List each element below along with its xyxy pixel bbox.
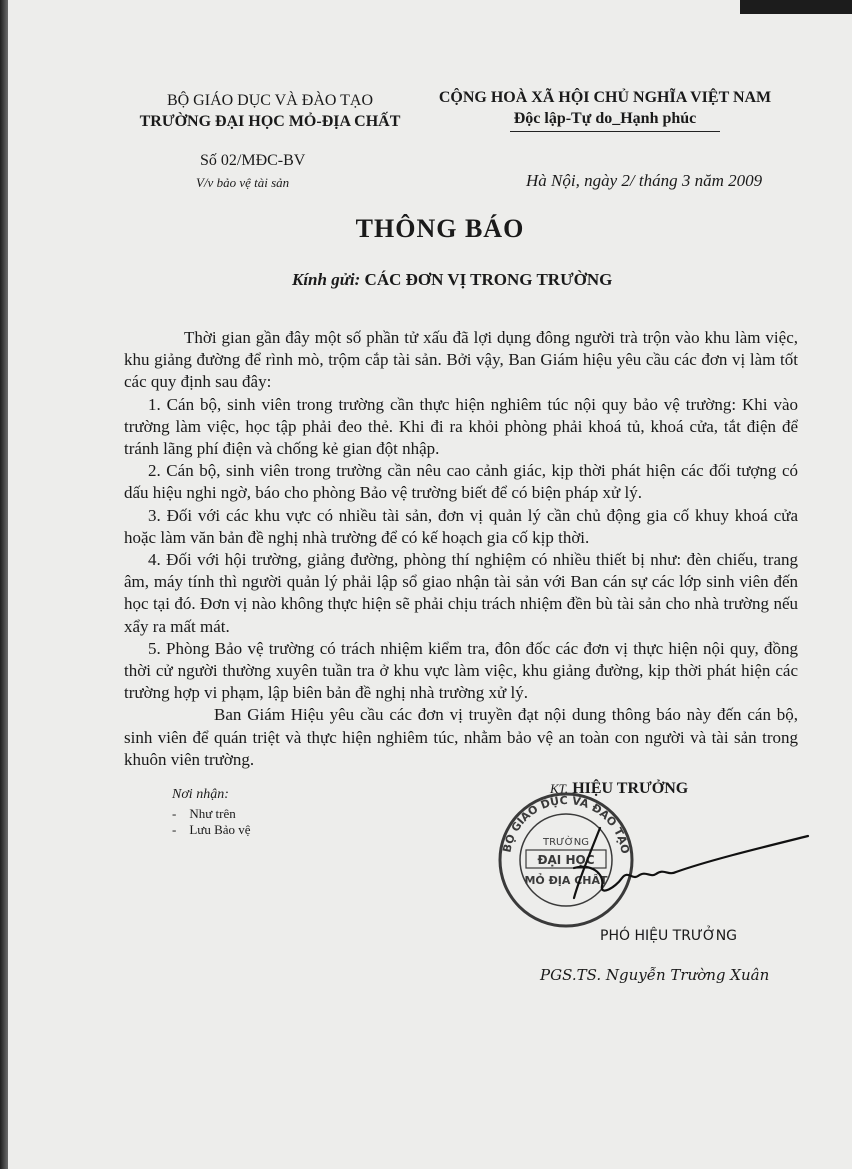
ministry-name: BỘ GIÁO DỤC VÀ ĐÀO TẠO	[166, 92, 374, 109]
body-item-5: 5. Phòng Bảo vệ trường có trách nhiệm kiểm tra, đôn đốc các đơn vị thực hiện nội quy, đồng thời cử người thường xuyên tuần tra ở khu vực làm việc, khu giảng đường, kịp thời phát hiện các trường hợp vi phạm, lập biên bản đề nghị nhà trường xử lý.	[124, 638, 798, 703]
document-body	[124, 327, 798, 771]
addressee-value: CÁC ĐƠN VỊ TRONG TRƯỜNG	[364, 270, 613, 289]
signature-role-text: HIỆU TRƯỞNG	[572, 780, 689, 797]
recipient-item-text: Như trên	[189, 806, 236, 821]
country-name: CỘNG HOÀ XÃ HỘI CHỦ NGHĨA VIỆT NAM	[438, 89, 772, 106]
recipient-item: - Lưu Bảo vệ	[172, 822, 251, 837]
scan-top-strip	[740, 0, 852, 14]
document-number: Số 02/MĐC-BV	[200, 152, 306, 169]
body-item-2: 2. Cán bộ, sinh viên trong trường cần nêu cao cảnh giác, kịp thời phát hiện các đối tượng có dấu hiệu nghi ngờ, báo cho phòng Bảo vệ trường biết để có biện pháp xử lý.	[124, 461, 798, 503]
stamp-outer-text: BỘ GIÁO DỤC VÀ ĐÀO TẠO	[500, 793, 632, 855]
document-subject: V/v bảo vệ tài sản	[196, 175, 290, 190]
body-intro: Thời gian gần đây một số phần tử xấu đã lợi dụng đông người trà trộn vào khu làm việc, khu giảng đường để rình mò, trộm cắp tài sản. Bởi vậy, Ban Giám hiệu yêu cầu các đơn vị làm tốt các quy định sau đây:	[124, 328, 798, 392]
issue-date: Hà Nội, ngày 2/ tháng 3 năm 2009	[526, 171, 763, 190]
recipient-item-text: Lưu Bảo vệ	[189, 822, 251, 837]
motto-underline	[510, 131, 720, 132]
recipients-label: Nơi nhận:	[172, 787, 229, 802]
stamp-line-1: TRƯỜNG	[543, 837, 589, 848]
addressee	[292, 270, 612, 290]
recipient-item: - Như trên	[172, 806, 236, 821]
national-motto: Độc lập-Tự do_Hạnh phúc	[513, 110, 697, 127]
body-item-4: 4. Đối với hội trường, giảng đường, phòng thí nghiệm có nhiều thiết bị như: đèn chiếu, trang âm, máy tính thì người quản lý phải lập sổ giao nhận tài sản với Ban cán sự các lớp sinh viên đến học tại đó. Đơn vị nào không thực hiện sẽ phải chịu trách nhiệm đền bù tài sản cho nhà trường nếu xẩy ra mất mát.	[124, 550, 798, 636]
stamp-line-2: ĐẠI HỌC	[537, 853, 595, 867]
body-closing: Ban Giám Hiệu yêu cầu các đơn vị truyền đạt nội dung thông báo này đến cán bộ, sinh viên để quán triệt và thực hiện nghiêm túc, nhằm bảo vệ an toàn con người và tài sản trong khuôn viên trường.	[124, 705, 798, 769]
scan-left-edge	[0, 0, 8, 1169]
addressee-label: Kính gửi:	[292, 270, 361, 289]
document-title: THÔNG BÁO	[355, 214, 525, 243]
stamp-line-3: MỎ ĐỊA CHẤT	[524, 874, 608, 887]
sub-role: PHÓ HIỆU TRƯỞNG	[600, 928, 738, 944]
signer-name: PGS.TS. Nguyễn Trường Xuân	[540, 966, 770, 984]
signature-prefix: KT.	[550, 781, 569, 796]
signature-stroke	[574, 828, 808, 898]
body-item-3: 3. Đối với các khu vực có nhiều tài sản, đơn vị quản lý cần chủ động gia cố khuy khoá cửa hoặc làm văn bản đề nghị nhà trường để có kế hoạch gia cố kịp thời.	[124, 505, 798, 547]
handwritten-signature	[560, 818, 820, 908]
university-name: TRƯỜNG ĐẠI HỌC MỎ-ĐỊA CHẤT	[139, 113, 401, 130]
body-item-1: 1. Cán bộ, sinh viên trong trường cần thực hiện nghiêm túc nội quy bảo vệ trường: Khi vào trường làm việc, học tập phải đeo thẻ. Khi đi ra khỏi phòng phải khoá tủ, khoá cửa, tắt điện để tránh lãng phí điện và chống kẻ gian đột nhập.	[124, 394, 798, 459]
